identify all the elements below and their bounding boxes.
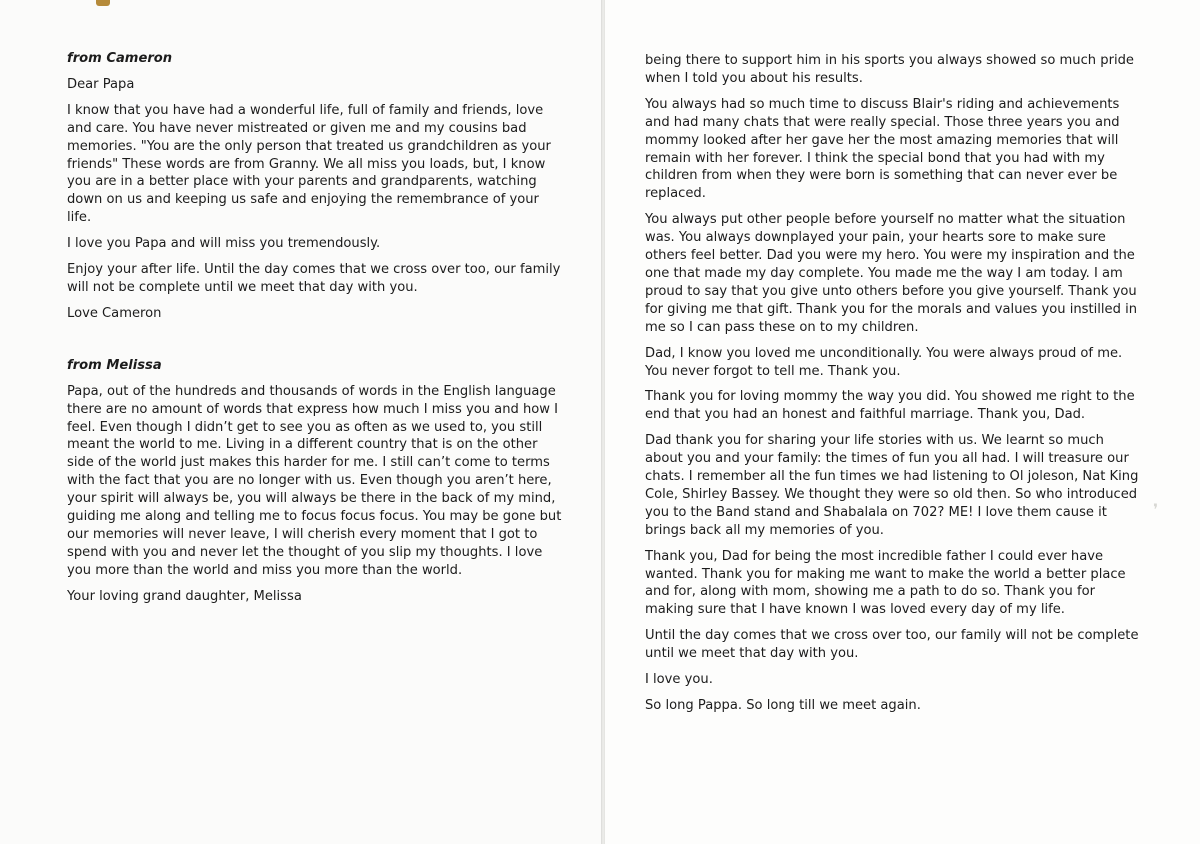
section-gap (67, 331, 567, 357)
tribute-paragraph: Thank you, Dad for being the most incredible father I could ever have wanted. Thank you for making me want to make the world a better place and for, along with mom, showing me a path to do so. Thank you for making sure that I have known I was loved every day of my life. (645, 548, 1126, 618)
cameron-paragraph: Enjoy your after life. Until the day comes that we cross over too, our family will not be complete until we meet that day with you. (67, 262, 561, 295)
melissa-paragraph: Papa, out of the hundreds and thousands of words in the English language there are no amount of words that express how much I miss you and how I feel. Even though I didn’t get to see you as often as we used to, you still meant the world to me. Living in a different country that is on the other side of the world just makes this harder for me. I still can’t come to terms with the fact that you are no longer with us. Even though you aren’t here, your spirit will always be, you will always be there in the back of my mind, guiding me along and telling me to focus focus focus. You may be gone but our memories will never leave, I will cherish every moment that I got to spend with you and never let the thought of you slip my thoughts. I love you more than the world and miss you more than the world. (67, 383, 562, 578)
melissa-heading: from Melissa (67, 357, 162, 373)
tribute-paragraph: Thank you for loving mommy the way you did. You showed me right to the end that you had an honest and faithful marriage. Thank you, Dad. (645, 389, 1135, 423)
tribute-paragraph: Dad, I know you loved me unconditionally. You were always proud of me. You never forgot to tell me. Thank you. (645, 345, 1123, 379)
tribute-closing: I love you. (645, 672, 713, 688)
cameron-paragraph: I love you Papa and will miss you tremendously. (67, 236, 381, 252)
cameron-paragraph: I know that you have had a wonderful life, full of family and friends, love and care. You have never mistreated or given me and my cousins bad memories. "You are the only person that treated us grandchildren as your friends" These words are from Granny. We all miss you loads, but, I know you are in a better place with your parents and grandparents, watching down on us and keeping us safe and enjoying the remembrance of your life. (67, 102, 551, 226)
tribute-paragraph: Dad thank you for sharing your life stories with us. We learnt so much about you and your family: the times of fun you all had. I will treasure our chats. I remember all the fun times we had listening to Ol joleson, Nat King Cole, Shirley Bassey. We thought they were so old then. So who introduced you to the Band stand and Shabalala on 702? ME! I love them cause it brings back all my memories of you. (645, 433, 1139, 538)
cameron-greeting: Dear Papa (67, 76, 135, 92)
tribute-paragraph: Until the day comes that we cross over too, our family will not be complete until we meet that day with you. (645, 628, 1139, 662)
tribute-paragraph: You always put other people before yourself no matter what the situation was. You always downplayed your pain, your hearts sore to make sure others feel better. Dad you were my hero. You were my inspiration and the one that made my day complete. You made me the way I am today. I am proud to say that you give unto others before you give yourself. Thank you for giving me that gift. Thank you for the morals and values you instilled in me so I can pass these on to my children. (645, 212, 1138, 335)
right-column (645, 52, 1145, 723)
binding-mark (96, 0, 110, 6)
cameron-tribute (67, 50, 567, 323)
paper-mark: ❜ (1153, 500, 1159, 519)
tribute-paragraph: You always had so much time to discuss Blair's riding and achievements and had many chats that were really special. Those three years you and mommy looked after her gave her the most amazing memories that will remain with her forever. I think the special bond that you had with my children from when they were born is something that can never ever be replaced. (645, 96, 1120, 202)
tribute-paragraph: being there to support him in his sports you always showed so much pride when I told you about his results. (645, 53, 1134, 86)
left-column (67, 50, 567, 614)
cameron-heading: from Cameron (67, 51, 173, 66)
melissa-tribute (67, 357, 567, 606)
page-fold (601, 0, 605, 844)
cameron-signoff: Love Cameron (67, 305, 162, 321)
tribute-farewell: So long Pappa. So long till we meet again. (645, 698, 921, 713)
melissa-signoff: Your loving grand daughter, Melissa (67, 588, 302, 604)
